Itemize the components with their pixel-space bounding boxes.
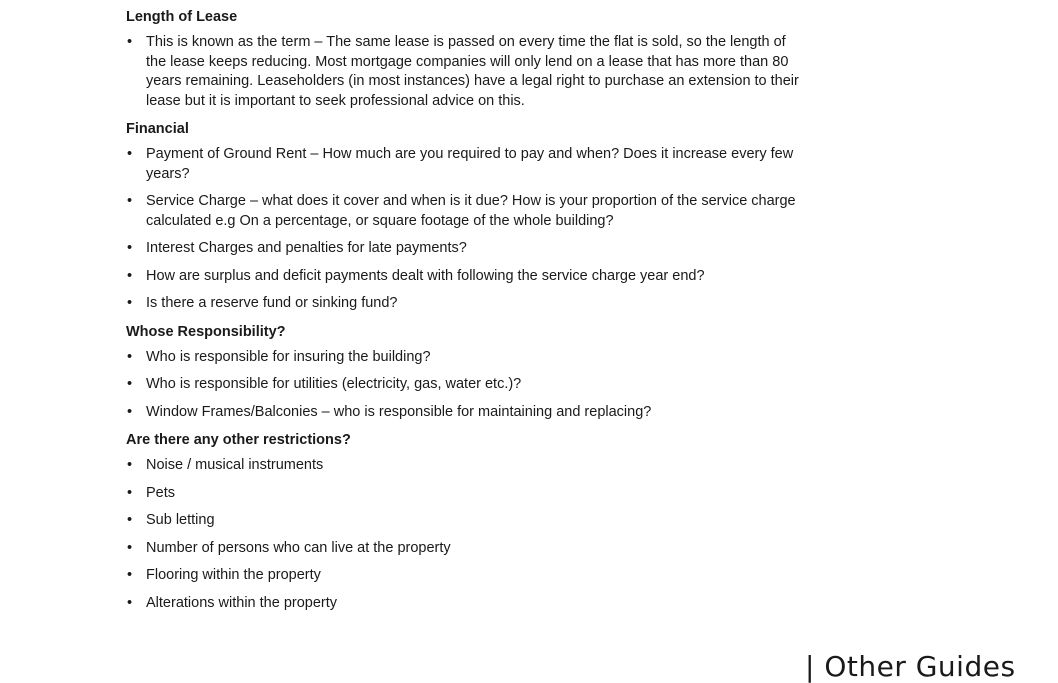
list-item: • Pets — [126, 484, 806, 504]
list-item: • Service Charge – what does it cover and when is it due? How is your proportion of the service charge calculated e.g On a percentage, or square footage of the whole building? — [126, 192, 806, 231]
list-item: • Alterations within the property — [126, 594, 806, 614]
section-heading: Are there any other restrictions? — [126, 432, 351, 448]
section-whose-responsibility — [126, 322, 806, 423]
section-financial — [126, 119, 806, 314]
list-item: • Number of persons who can live at the property — [126, 539, 806, 559]
section-heading: Length of Lease — [126, 9, 238, 25]
list-item: • How are surplus and deficit payments dealt with following the service charge year end? — [126, 267, 806, 287]
list-item: • Payment of Ground Rent – How much are you required to pay and when? Does it increase every few years? — [126, 145, 806, 184]
document-body — [126, 7, 806, 621]
list-item: • Who is responsible for insuring the building? — [126, 348, 806, 368]
list-item: • Who is responsible for utilities (electricity, gas, water etc.)? — [126, 375, 806, 395]
section-other-restrictions — [126, 430, 806, 613]
list-item: • Is there a reserve fund or sinking fund? — [126, 294, 806, 314]
other-guides-tab[interactable]: | Other Guides — [805, 650, 1016, 683]
list-item: • This is known as the term – The same lease is passed on every time the flat is sold, so the length of the lease keeps reducing. Most mortgage companies will only lend on a lease that has more than 80 years remaining. Leaseholders (in most instances) have a legal right to purchase an extension to their lease but it is important to seek professional advice on this. — [126, 33, 806, 111]
bullet-list — [126, 145, 806, 314]
list-item: • Noise / musical instruments — [126, 456, 806, 476]
section-heading: Financial — [126, 121, 189, 137]
list-item: • Sub letting — [126, 511, 806, 531]
bullet-list — [126, 348, 806, 423]
bullet-list — [126, 456, 806, 613]
section-heading: Whose Responsibility? — [126, 323, 286, 340]
section-length-of-lease — [126, 7, 806, 111]
list-item: • Flooring within the property — [126, 566, 806, 586]
list-item: • Window Frames/Balconies – who is responsible for maintaining and replacing? — [126, 403, 806, 423]
list-item: • Interest Charges and penalties for late payments? — [126, 239, 806, 259]
bullet-list — [126, 33, 806, 111]
